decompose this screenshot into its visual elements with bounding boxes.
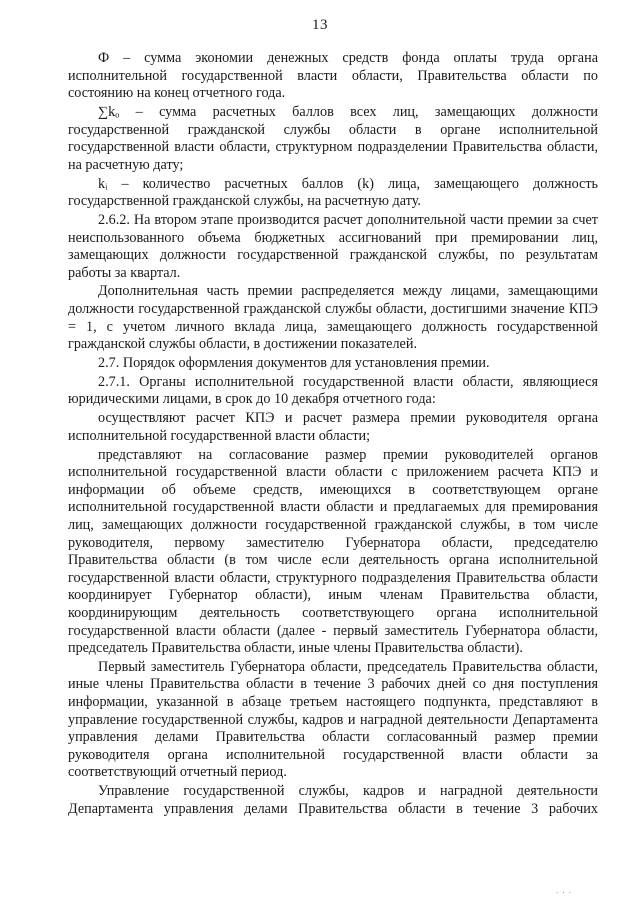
document-body (68, 50, 598, 820)
paragraph-phi-definition: Ф – сумма экономии денежных средств фонда оплаты труда органа исполнительной государственной власти области, Правительства области по состоянию на конец отчетного года. (68, 50, 598, 102)
paragraph-submit-approval: представляют на согласование размер премии руководителей органов исполнительной государственной власти области с приложением расчета КПЭ и информации об объеме средств, имеющихся в соответствующем органе исполнительной государственной власти области и предлагаемых для премирования лиц, замещающих должности государственной гражданской службы, в том числе руководителя, первому заместителю Губернатора области, председателю Правительства области (в том числе если деятельность органа исполнительной государственной власти области, структурного подразделения Правительства области координирует Губернатор области), иным членам Правительства области, координирующим деятельность соответствующего органа исполнительной государственной власти области (далее - первый заместитель Губернатора области, председатель Правительства области, иные члены Правительства области). (68, 446, 598, 657)
page-number: 13 (312, 17, 328, 33)
paragraph-ki-definition: kᵢ – количество расчетных баллов (k) лица, замещающего должность государственной гражданской службы, на расчетную дату. (68, 175, 598, 210)
paragraph-sum-k0-definition: ∑kₒ – сумма расчетных баллов всех лиц, замещающих должности государственной гражданской службы области в органе исполнительной государственной власти области, структурном подразделении Правительства области, на расчетную дату; (68, 103, 598, 173)
paragraph-calculate-kpe: осуществляют расчет КПЭ и расчет размера премии руководителя органа исполнительной государственной власти области; (68, 410, 598, 444)
paragraph-2-7: 2.7. Порядок оформления документов для установления премии. (98, 355, 490, 372)
paragraph-additional-premium: Дополнительная часть премии распределяется между лицами, замещающими должности государственной гражданской службы области, достигшими значение КПЭ = 1, с учетом личного вклада лица, замещающего должность государственной гражданской службы области, в достижении показателей. (68, 283, 598, 353)
paragraph-2-7-1: 2.7.1. Органы исполнительной государственной власти области, являющиеся юридическими лицами, в срок до 10 декабря отчетного года: (68, 373, 598, 408)
paragraph-first-deputy: Первый заместитель Губернатора области, председатель Правительства области, иные члены Правительства области в течение 3 рабочих дней со дня поступления информации, указанной в абзаце третьем настоящего подпункта, представляют в управление государственной службы, кадров и наградной деятельности Департамента управления делами Правительства области согласованный размер премии руководителя органа исполнительной государственной власти области за соответствующий отчетный период. (68, 658, 598, 781)
corner-mark: · · · (556, 889, 573, 897)
paragraph-2-6-2: 2.6.2. На втором этапе производится расчет дополнительной части премии за счет неиспользованного объема бюджетных ассигнований при премировании лиц, замещающих должности государственной гражданской службы, по результатам работы за квартал. (68, 211, 598, 281)
paragraph-civil-service-department: Управление государственной службы, кадров и наградной деятельности Департамента управления делами Правительства области в течение 3 рабочих (68, 783, 598, 817)
